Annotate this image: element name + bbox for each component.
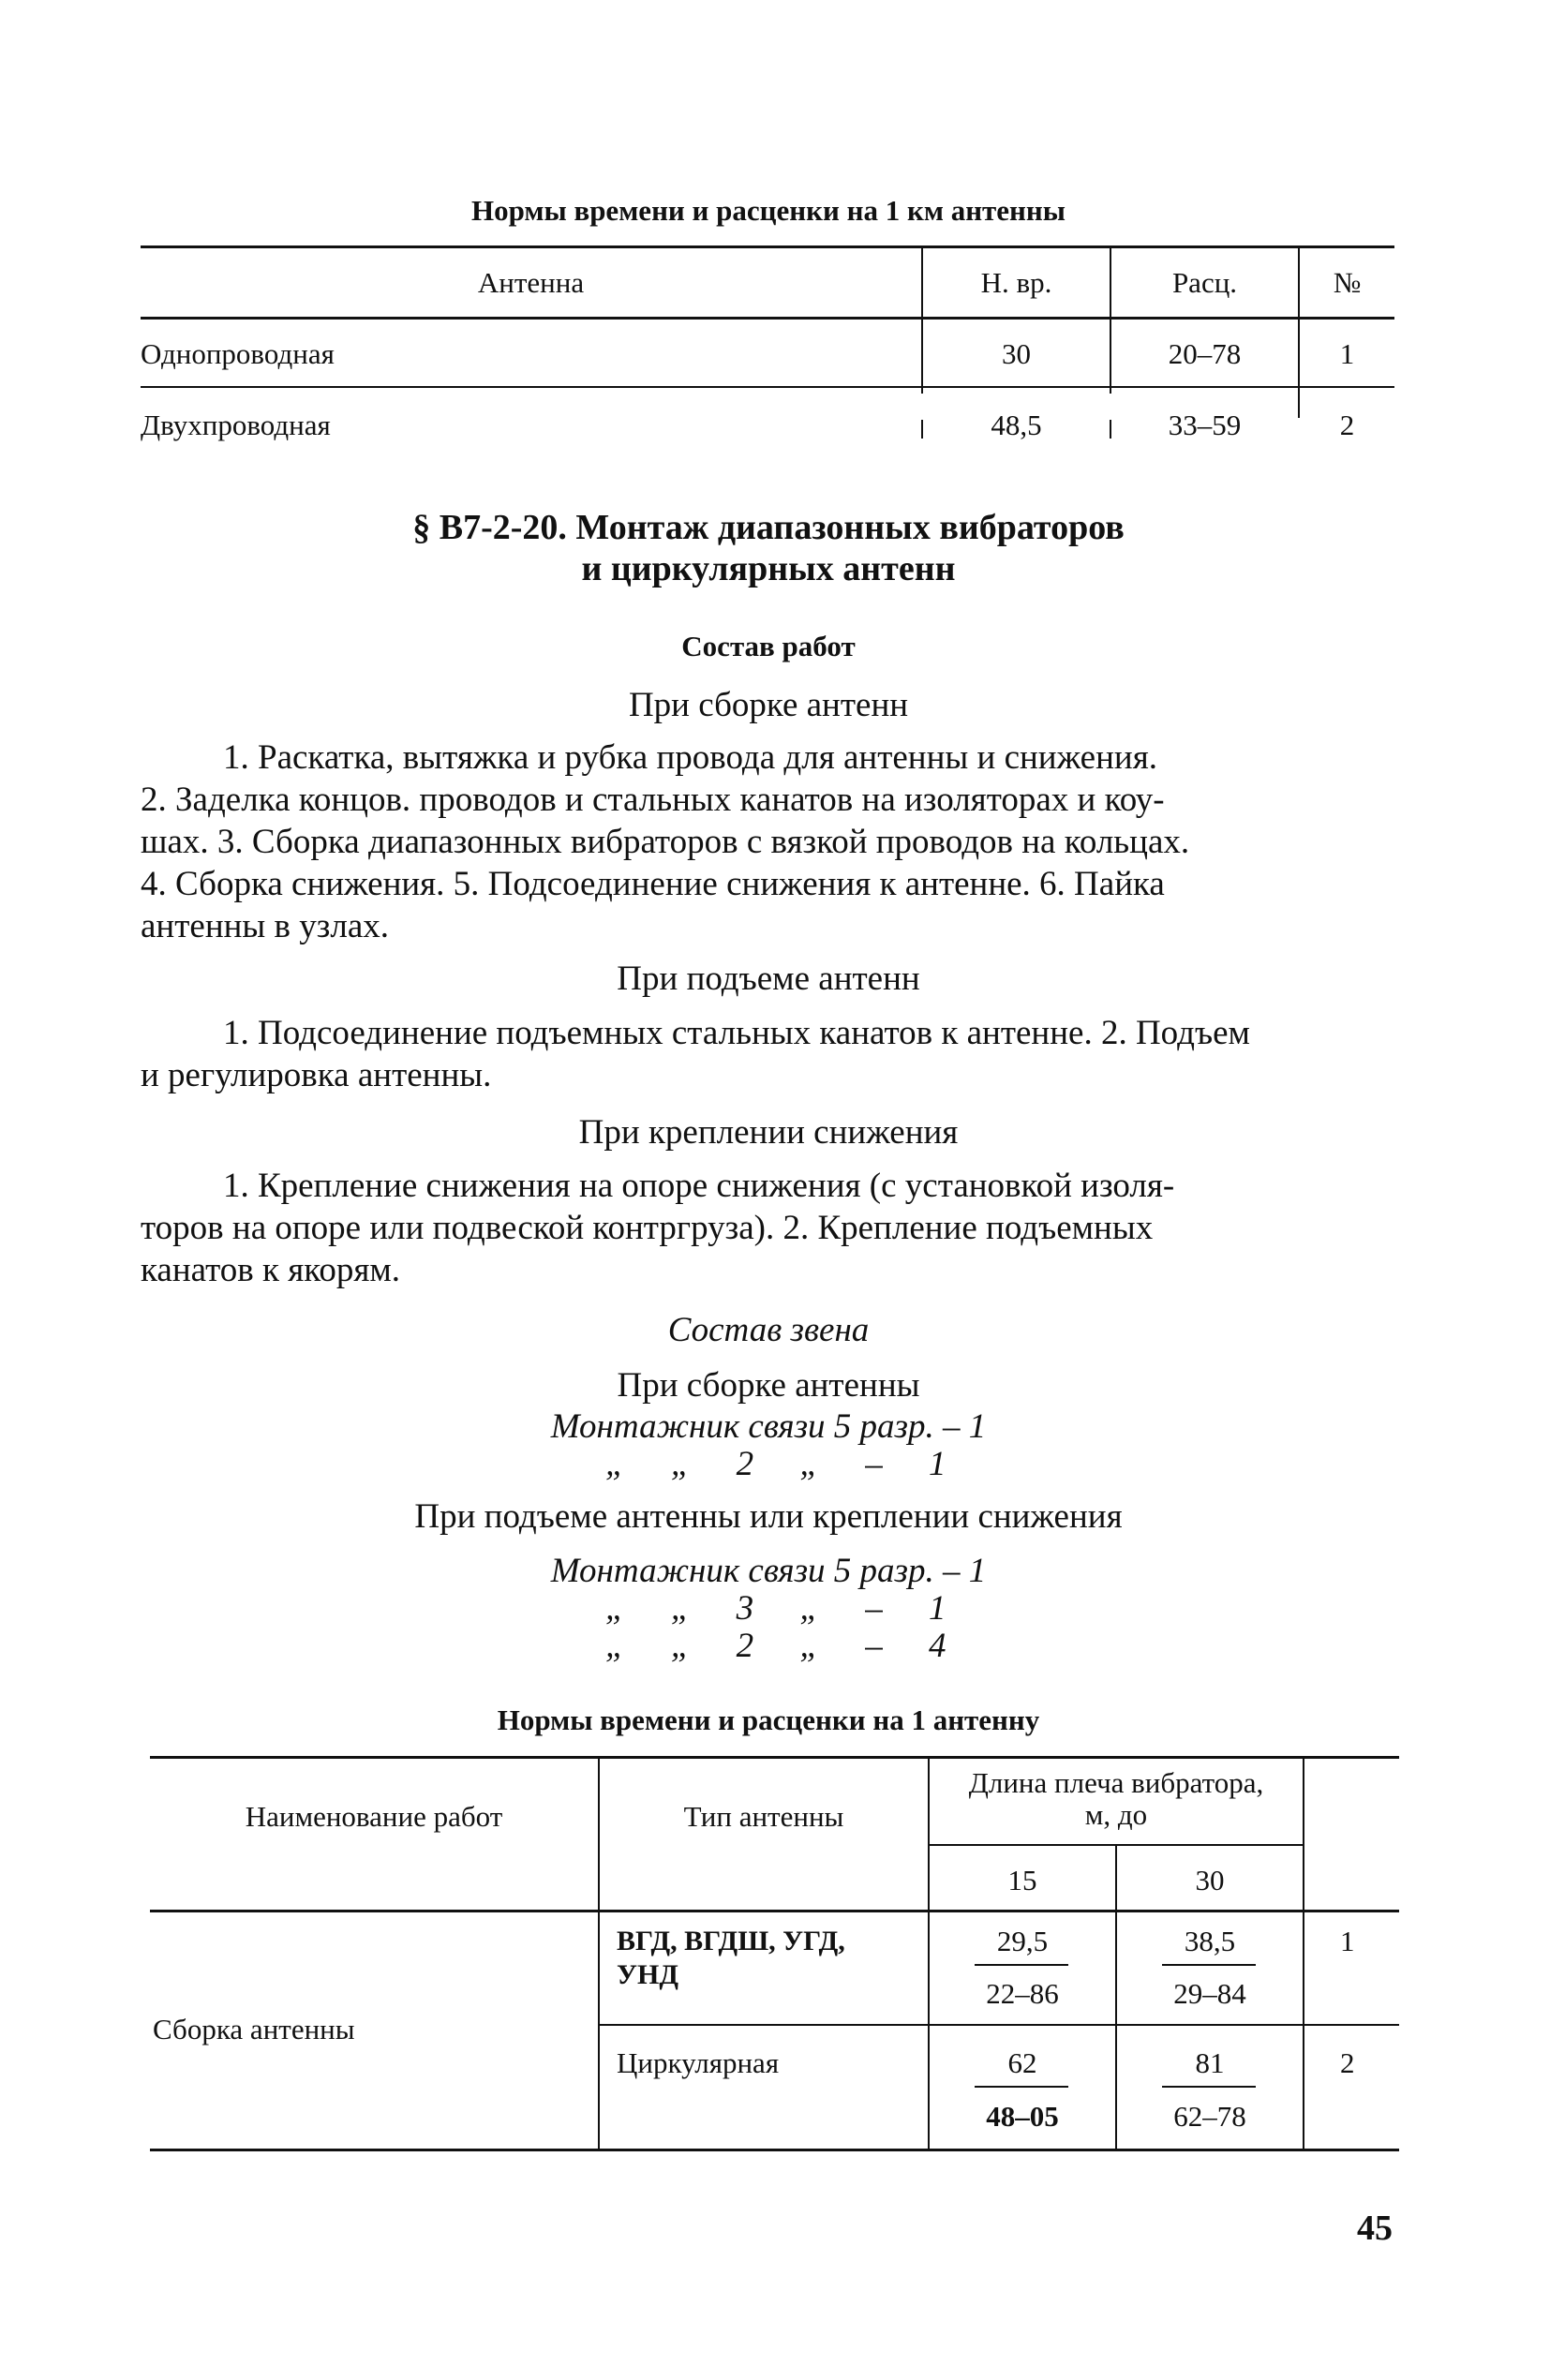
table2-row1-type-line: УНД xyxy=(617,1959,678,1990)
table1-header-rate: Расц. xyxy=(1171,266,1238,299)
table2-header-type: Тип антенны xyxy=(683,1800,844,1833)
crew2-line: Монтажник связи 5 разр. – 1 xyxy=(550,1552,987,1590)
table1-row2-rate: 33–59 xyxy=(1168,409,1242,441)
table1-row1-rate: 20–78 xyxy=(1168,337,1242,370)
table2-row1-rate30: 29–84 xyxy=(1173,1977,1246,2010)
table2-row1-type-line: ВГД, ВГДШ, УГД, xyxy=(617,1926,845,1956)
paragraph-lifting-line: 1. Подсоединение подъемных стальных канатов к антенне. 2. Подъем xyxy=(223,1014,1250,1052)
table2-work-name: Сборка антенны xyxy=(153,2013,355,2045)
table2-row2-rate15: 48–05 xyxy=(986,2100,1059,2133)
table2-row1-number: 1 xyxy=(1340,1925,1355,1957)
table1-header-rule xyxy=(141,317,1394,320)
page-number: 45 xyxy=(1357,2209,1393,2248)
table2-header-length xyxy=(930,1767,1303,1831)
composition-title: Состав работ xyxy=(681,630,856,662)
table2-row2-norm30: 81 xyxy=(1195,2046,1225,2079)
table2-header-30: 30 xyxy=(1195,1864,1225,1897)
paragraph-assembly-line: 2. Заделка концов. проводов и стальных канатов на изоляторах и коу- xyxy=(141,781,1165,819)
subheading-fastening: При креплении снижения xyxy=(578,1113,959,1152)
crew-title: Состав звена xyxy=(667,1311,870,1349)
subheading-lifting: При подъеме антенн xyxy=(617,959,920,998)
table2-header-rule xyxy=(150,1910,1399,1912)
section-title-line2: и циркулярных антенн xyxy=(581,549,956,588)
table1-row1-number: 1 xyxy=(1339,337,1355,370)
subheading-assembly: При сборке антенн xyxy=(628,686,909,724)
table1-row2-norm: 48,5 xyxy=(991,409,1042,441)
section-title-line1: § В7-2-20. Монтаж диапазонных вибраторов xyxy=(412,508,1125,547)
table2-row1-rate15: 22–86 xyxy=(986,1977,1059,2010)
paragraph-assembly-line: 1. Раскатка, вытяжка и рубка провода для антенны и снижения. xyxy=(223,738,1157,777)
paragraph-fastening-line: канатов к якорям. xyxy=(141,1251,401,1289)
table2-row2-type-line: Циркулярная xyxy=(617,2046,780,2079)
table2-header-15: 15 xyxy=(1007,1864,1037,1897)
paragraph-assembly-line: 4. Сборка снижения. 5. Подсоединение снижения к антенне. 6. Пайка xyxy=(141,865,1165,903)
fraction-bar xyxy=(975,2086,1068,2088)
table2-row1-type xyxy=(617,1925,845,1992)
table1-row2-number: 2 xyxy=(1339,409,1355,441)
paragraph-fastening-line: торов на опоре или подвеской контргруза). 2. Крепление подъемных xyxy=(141,1209,1154,1247)
table2-row2-norm15: 62 xyxy=(1007,2046,1037,2079)
fraction-bar xyxy=(1162,1964,1256,1966)
table1-header-antenna: Антенна xyxy=(477,266,585,299)
table2-bottom-rule xyxy=(150,2149,1399,2151)
table2-row2-rate30: 62–78 xyxy=(1173,2100,1246,2133)
table2-header-length-line: Длина плеча вибратора, xyxy=(968,1766,1264,1799)
crew1-line: „ „ 2 „ – 1 xyxy=(605,1445,946,1483)
paragraph-assembly-line: антенны в узлах. xyxy=(141,907,389,945)
paragraph-assembly-line: шах. 3. Сборка диапазонных вибраторов с вязкой проводов на кольцах. xyxy=(141,823,1190,861)
table1-header-norm: Н. вр. xyxy=(980,266,1052,299)
table2-header-length-line: м, до xyxy=(1084,1798,1148,1831)
table2-row1-norm15: 29,5 xyxy=(996,1925,1049,1957)
table2-row1-norm30: 38,5 xyxy=(1184,1925,1236,1957)
table1-row1-norm: 30 xyxy=(1002,337,1031,370)
table2-col-divider xyxy=(1303,1756,1304,2149)
table2-header-work: Наименование работ xyxy=(245,1800,503,1833)
crew1-line: Монтажник связи 5 разр. – 1 xyxy=(550,1407,987,1446)
table1-row1-antenna: Однопроводная xyxy=(141,337,335,370)
fraction-bar xyxy=(1162,2086,1256,2088)
crew2-title: При подъеме антенны или креплении снижения xyxy=(414,1497,1123,1536)
table1-top-rule xyxy=(141,245,1394,248)
fraction-bar xyxy=(975,1964,1068,1966)
paragraph-lifting-line: и регулировка антенны. xyxy=(141,1056,492,1094)
table2-row2-number: 2 xyxy=(1340,2046,1355,2079)
table2-top-rule xyxy=(150,1756,1399,1759)
crew2-line: „ „ 2 „ – 4 xyxy=(605,1627,946,1665)
crew1-title: При сборке антенны xyxy=(617,1366,920,1405)
crew2-line: „ „ 3 „ – 1 xyxy=(605,1589,946,1628)
table1-title: Нормы времени и расценки на 1 км антенны xyxy=(471,194,1066,227)
table2-row2-type xyxy=(617,2046,779,2080)
table1-row-rule xyxy=(141,386,1394,388)
table2-title: Нормы времени и расценки на 1 антенну xyxy=(497,1703,1040,1736)
table2-row-rule xyxy=(598,2024,1399,2026)
table1-row2-antenna: Двухпроводная xyxy=(141,409,331,441)
table1-header-number: № xyxy=(1333,266,1362,299)
paragraph-fastening-line: 1. Крепление снижения на опоре снижения (с установкой изоля- xyxy=(223,1167,1175,1205)
